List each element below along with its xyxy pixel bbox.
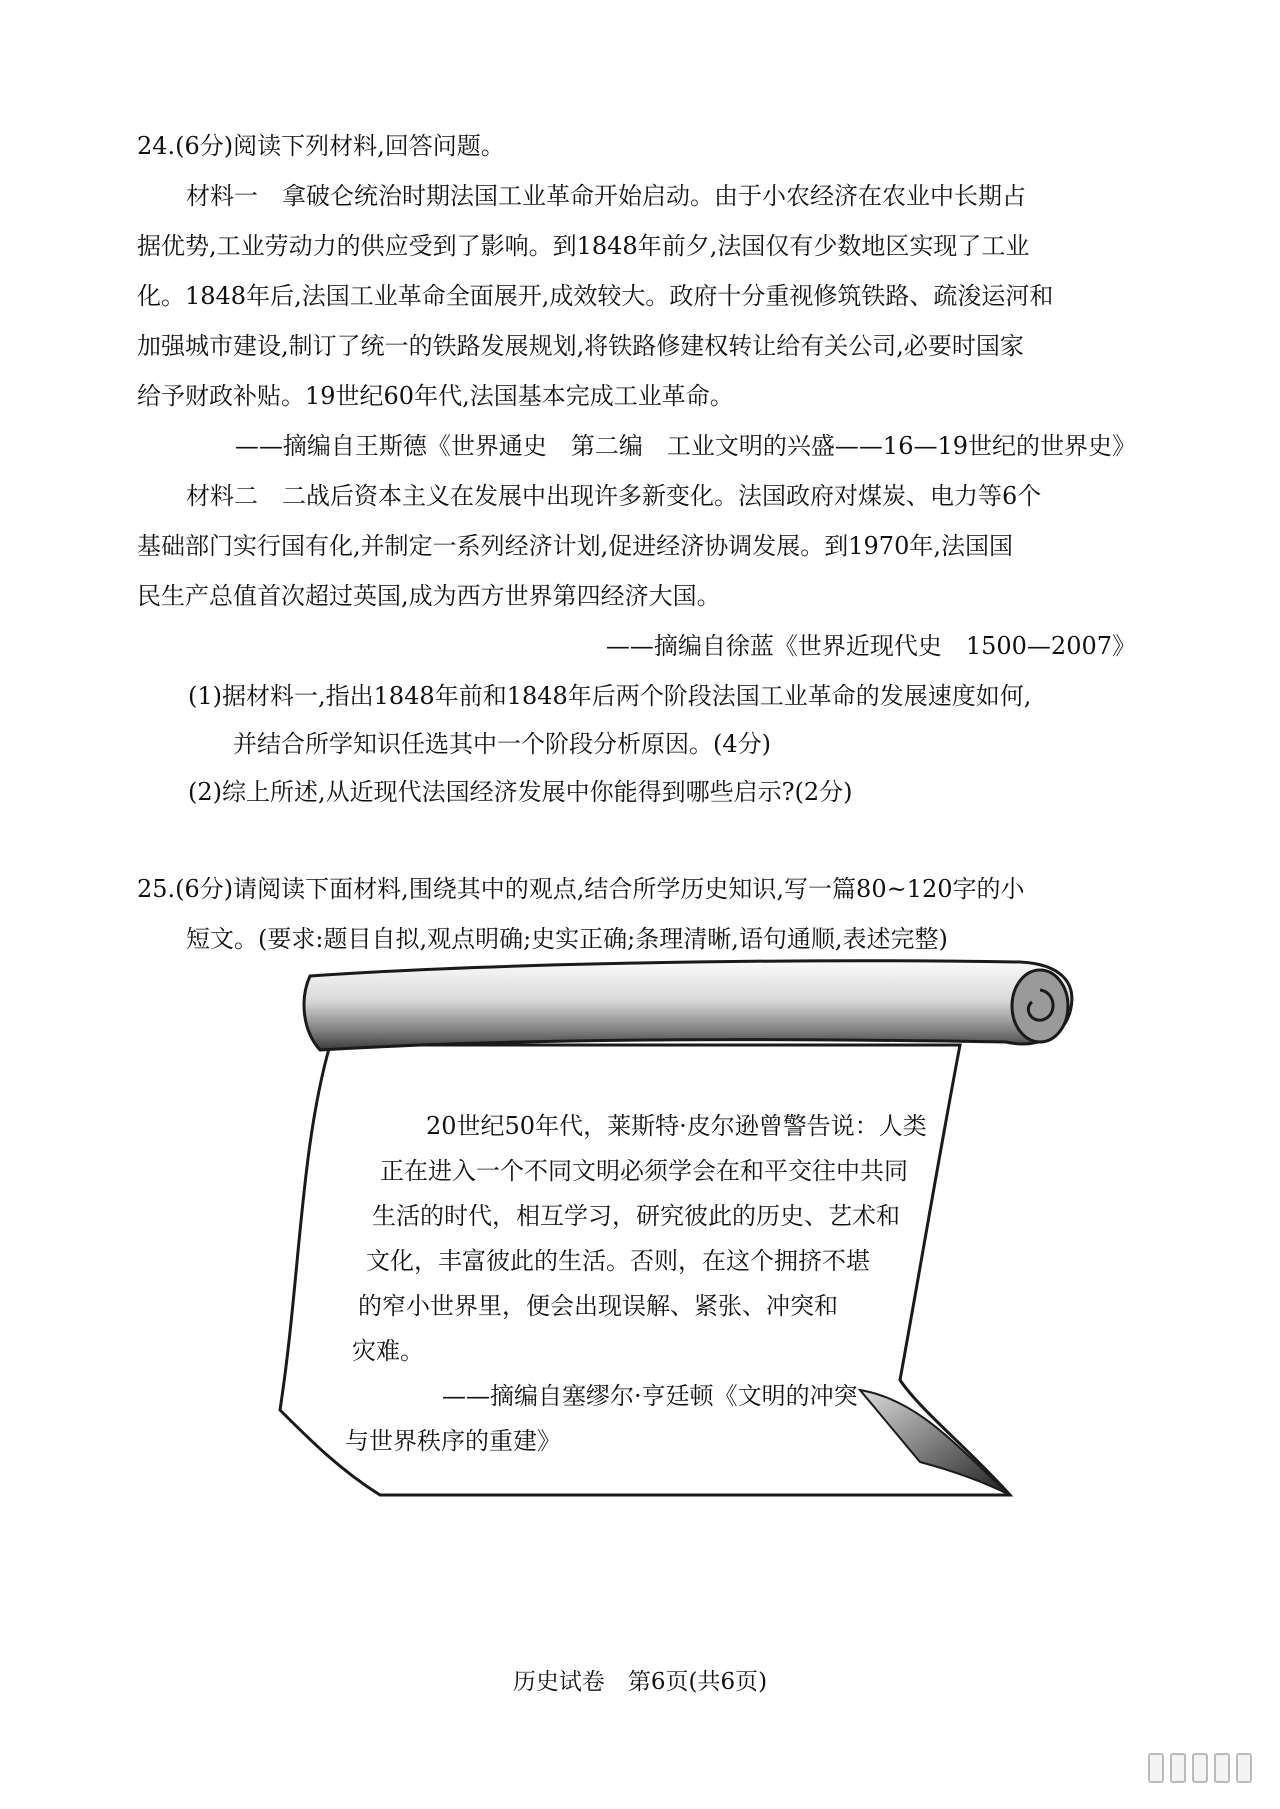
q24-material2-line: 材料二 二战后资本主义在发展中出现许多新变化。法国政府对煤炭、电力等6个 bbox=[186, 482, 1042, 510]
q25-header: 25.(6分)请阅读下面材料,围绕其中的观点,结合所学历史知识,写一篇80~120字的小 bbox=[137, 875, 1025, 903]
scroll-line: 正在进入一个不同文明必须学会在和平交往中共同 bbox=[380, 1157, 908, 1185]
q24-sub1-cont: 并结合所学知识任选其中一个阶段分析原因。(4分) bbox=[233, 730, 771, 758]
scroll-citation-cont: 与世界秩序的重建》 bbox=[345, 1427, 561, 1455]
q24-material1-line: 材料一 拿破仑统治时期法国工业革命开始启动。由于小农经济在农业中长期占 bbox=[186, 182, 1026, 210]
q24-sub2: (2)综上所述,从近现代法国经济发展中你能得到哪些启示?(2分) bbox=[188, 778, 853, 806]
q24-source2: ——摘编自徐蓝《世界近现代史 1500—2007》 bbox=[605, 632, 1136, 660]
scroll-graphic bbox=[160, 950, 1120, 1540]
q24-material1-line: 加强城市建设,制订了统一的铁路发展规划,将铁路修建权转让给有关公司,必要时国家 bbox=[137, 332, 1024, 360]
q25-header-cont: 短文。(要求:题目自拟,观点明确;史实正确;条理清晰,语句通顺,表述完整) bbox=[186, 925, 948, 953]
q24-header: 24.(6分)阅读下列材料,回答问题。 bbox=[137, 132, 505, 160]
q24-material1-line: 据优势,工业劳动力的供应受到了影响。到1848年前夕,法国仅有少数地区实现了工业 bbox=[137, 232, 1030, 260]
q24-material2-line: 基础部门实行国有化,并制定一系列经济计划,促进经济协调发展。到1970年,法国国 bbox=[137, 532, 1013, 560]
q24-material1-line: 给予财政补贴。19世纪60年代,法国基本完成工业革命。 bbox=[137, 382, 734, 410]
scroll-line: 生活的时代，相互学习，研究彼此的历史、艺术和 bbox=[372, 1202, 900, 1230]
scroll-roll-end bbox=[1012, 970, 1068, 1042]
scroll-line: 灾难。 bbox=[352, 1337, 424, 1365]
scroll-top-roll bbox=[304, 961, 1072, 1050]
scroll-illustration bbox=[160, 950, 1120, 1540]
scroll-line: 20世纪50年代，莱斯特·皮尔逊曾警告说：人类 bbox=[426, 1112, 927, 1140]
scroll-line: 文化，丰富彼此的生活。否则，在这个拥挤不堪 bbox=[366, 1247, 870, 1275]
q24-sub1: (1)据材料一,指出1848年前和1848年后两个阶段法国工业革命的发展速度如何, bbox=[188, 682, 1032, 710]
scroll-citation: ——摘编自塞缪尔·亨廷顿《文明的冲突 bbox=[442, 1382, 858, 1410]
q24-material1-line: 化。1848年后,法国工业革命全面展开,成效较大。政府十分重视修筑铁路、疏浚运河和 bbox=[137, 282, 1054, 310]
q24-source1: ——摘编自王斯德《世界通史 第二编 工业文明的兴盛——16—19世纪的世界史》 bbox=[234, 432, 1136, 460]
page-footer: 历史试卷 第6页(共6页) bbox=[512, 1669, 768, 1695]
watermark-bars-icon bbox=[1148, 1753, 1252, 1783]
q24-material2-line: 民生产总值首次超过英国,成为西方世界第四经济大国。 bbox=[137, 582, 721, 610]
scroll-line: 的窄小世界里，便会出现误解、紧张、冲突和 bbox=[358, 1292, 838, 1320]
